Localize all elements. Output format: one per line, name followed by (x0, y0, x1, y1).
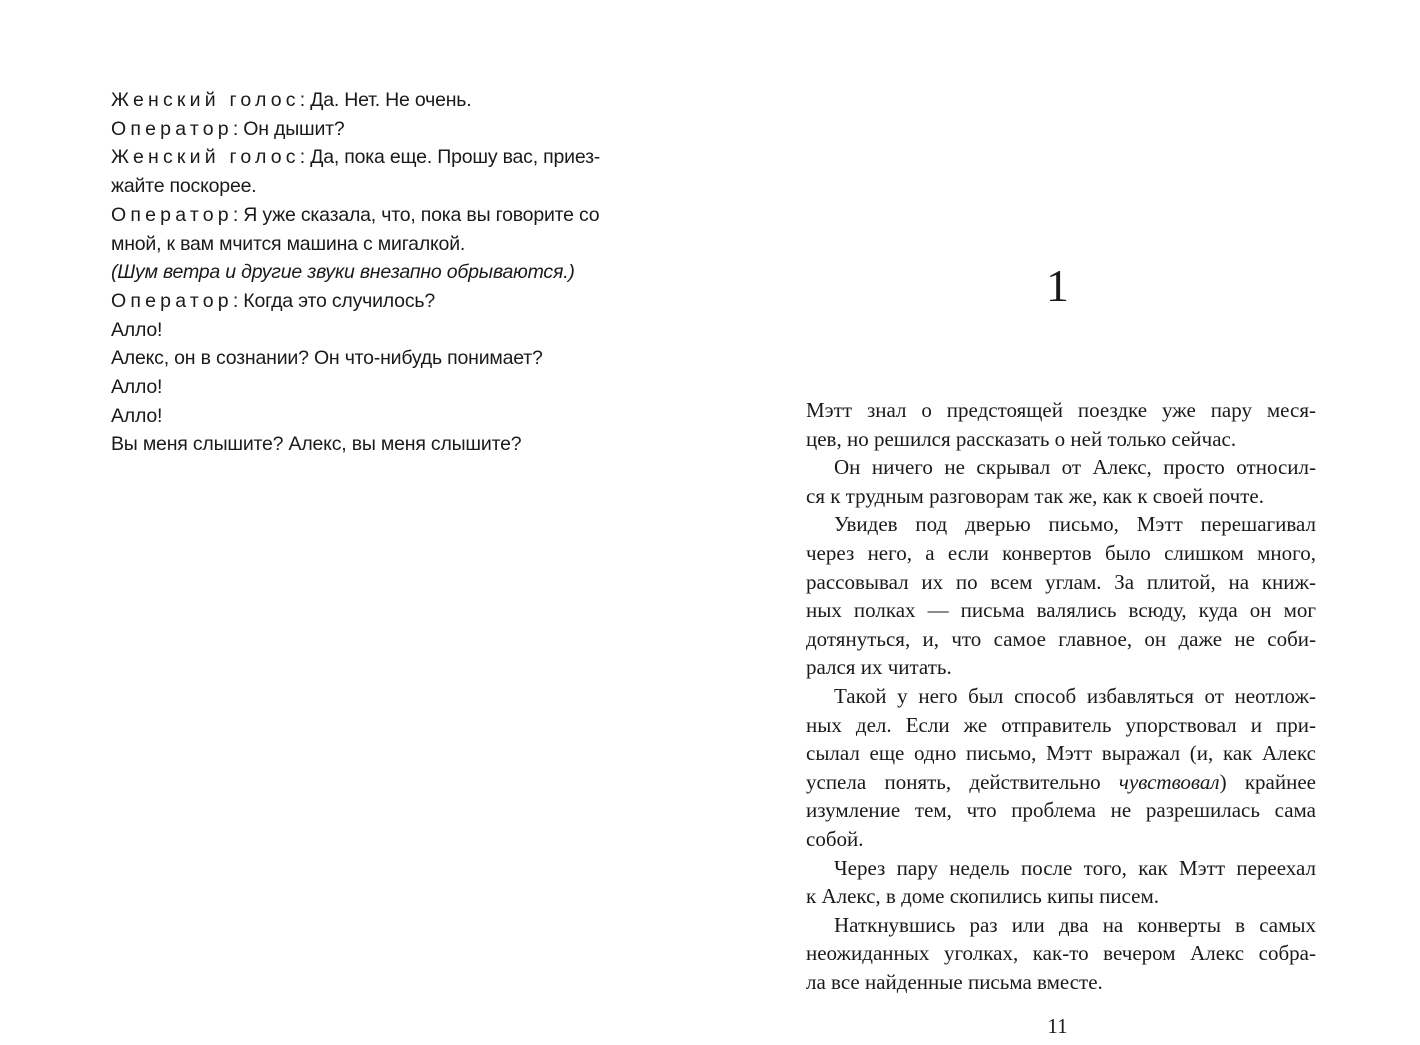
chapter-body (806, 396, 1316, 996)
dialogue-line (111, 172, 631, 201)
dialogue-text: : Я уже сказала, что, пока вы говорите со (232, 203, 600, 226)
text-line: рассовывал их по всем углам. За плитой, на книж- (806, 569, 1316, 594)
text-line: рался их читать. (806, 655, 952, 680)
text-line: ла все найденные письма вместе. (806, 969, 1103, 994)
dialogue-text: мной, к вам мчится машина с мигалкой. (111, 232, 466, 255)
text-segment: ) крайнее (1219, 769, 1316, 794)
text-line: изумление тем, что проблема не разрешилась сама (806, 798, 1316, 823)
speaker-name: Женский голос (111, 89, 300, 111)
text-line: Через пару недель после того, как Мэтт переехал (834, 855, 1316, 880)
dialogue-text: : Да, пока еще. Прошу вас, приез- (299, 146, 601, 169)
dialogue-text: : Он дышит? (232, 117, 345, 140)
dialogue-line (111, 402, 631, 431)
dialogue-text: Алло! (111, 318, 163, 341)
text-line: Он ничего не скрывал от Алекс, просто относил- (834, 455, 1316, 480)
text-line: ных дел. Если же отправитель упорствовал и при- (806, 712, 1316, 737)
text-line: к Алекс, в доме скопились кипы писем. (806, 884, 1159, 909)
text-line: собой. (806, 826, 864, 851)
speaker-name: Оператор (111, 203, 233, 226)
text-line: цев, но решился рассказать о ней только сейчас. (806, 426, 1237, 451)
text-line: Наткнувшись раз или два на конверты в самых (834, 912, 1316, 937)
dialogue-text: : Когда это случилось? (232, 289, 435, 312)
dialogue-line (111, 287, 631, 316)
text-line: ных полках — письма валялись всюду, куда он мог (806, 598, 1316, 623)
dialogue-text: Алло! (111, 376, 163, 399)
text-line: Увидев под дверью письмо, Мэтт перешагивал (834, 512, 1316, 537)
text-line (806, 768, 1316, 797)
dialogue-text: : Да. Нет. Не очень. (299, 89, 472, 111)
speaker-name: Оператор (111, 289, 233, 312)
text-line: ся к трудным разговорам так же, как к своей почте. (806, 483, 1264, 508)
dialogue-line (111, 230, 631, 259)
dialogue-transcript (111, 86, 631, 459)
speaker-name: Оператор (111, 117, 233, 140)
text-line: неожиданных уголках, как-то вечером Алекс собра- (806, 941, 1316, 966)
dialogue-line (111, 344, 631, 373)
emphasis-word: чувствовал (1118, 769, 1220, 794)
chapter-number: 1 (1046, 260, 1069, 311)
dialogue-text: Алекс, он в сознании? Он что-нибудь понимает? (111, 347, 543, 370)
dialogue-line (111, 430, 631, 459)
dialogue-text: Алло! (111, 404, 163, 427)
stage-direction (111, 258, 631, 287)
text-line: через него, а если конвертов было слишком много, (806, 540, 1316, 565)
dialogue-line (111, 201, 631, 230)
dialogue-text: Вы меня слышите? Алекс, вы меня слышите? (111, 433, 522, 456)
dialogue-line (111, 86, 631, 115)
page-number: 11 (1047, 1014, 1068, 1038)
dialogue-text: жайте поскорее. (111, 175, 257, 198)
text-segment: успела понять, действительно (806, 769, 1119, 794)
text-line: сылал еще одно письмо, Мэтт выражал (и, как Алекс (806, 741, 1316, 766)
text-line: Мэтт знал о предстоящей поездке уже пару меся- (806, 398, 1316, 422)
speaker-name: Женский голос (111, 146, 300, 169)
dialogue-line (111, 316, 631, 345)
dialogue-line (111, 373, 631, 402)
stage-direction-text: (Шум ветра и другие звуки внезапно обрываются.) (111, 261, 575, 284)
dialogue-line (111, 143, 631, 172)
text-line: дотянуться, и, что самое главное, он даже не соби- (806, 626, 1316, 651)
text-line: Такой у него был способ избавляться от неотлож- (834, 683, 1316, 708)
dialogue-line (111, 115, 631, 144)
right-page (710, 0, 1420, 1045)
